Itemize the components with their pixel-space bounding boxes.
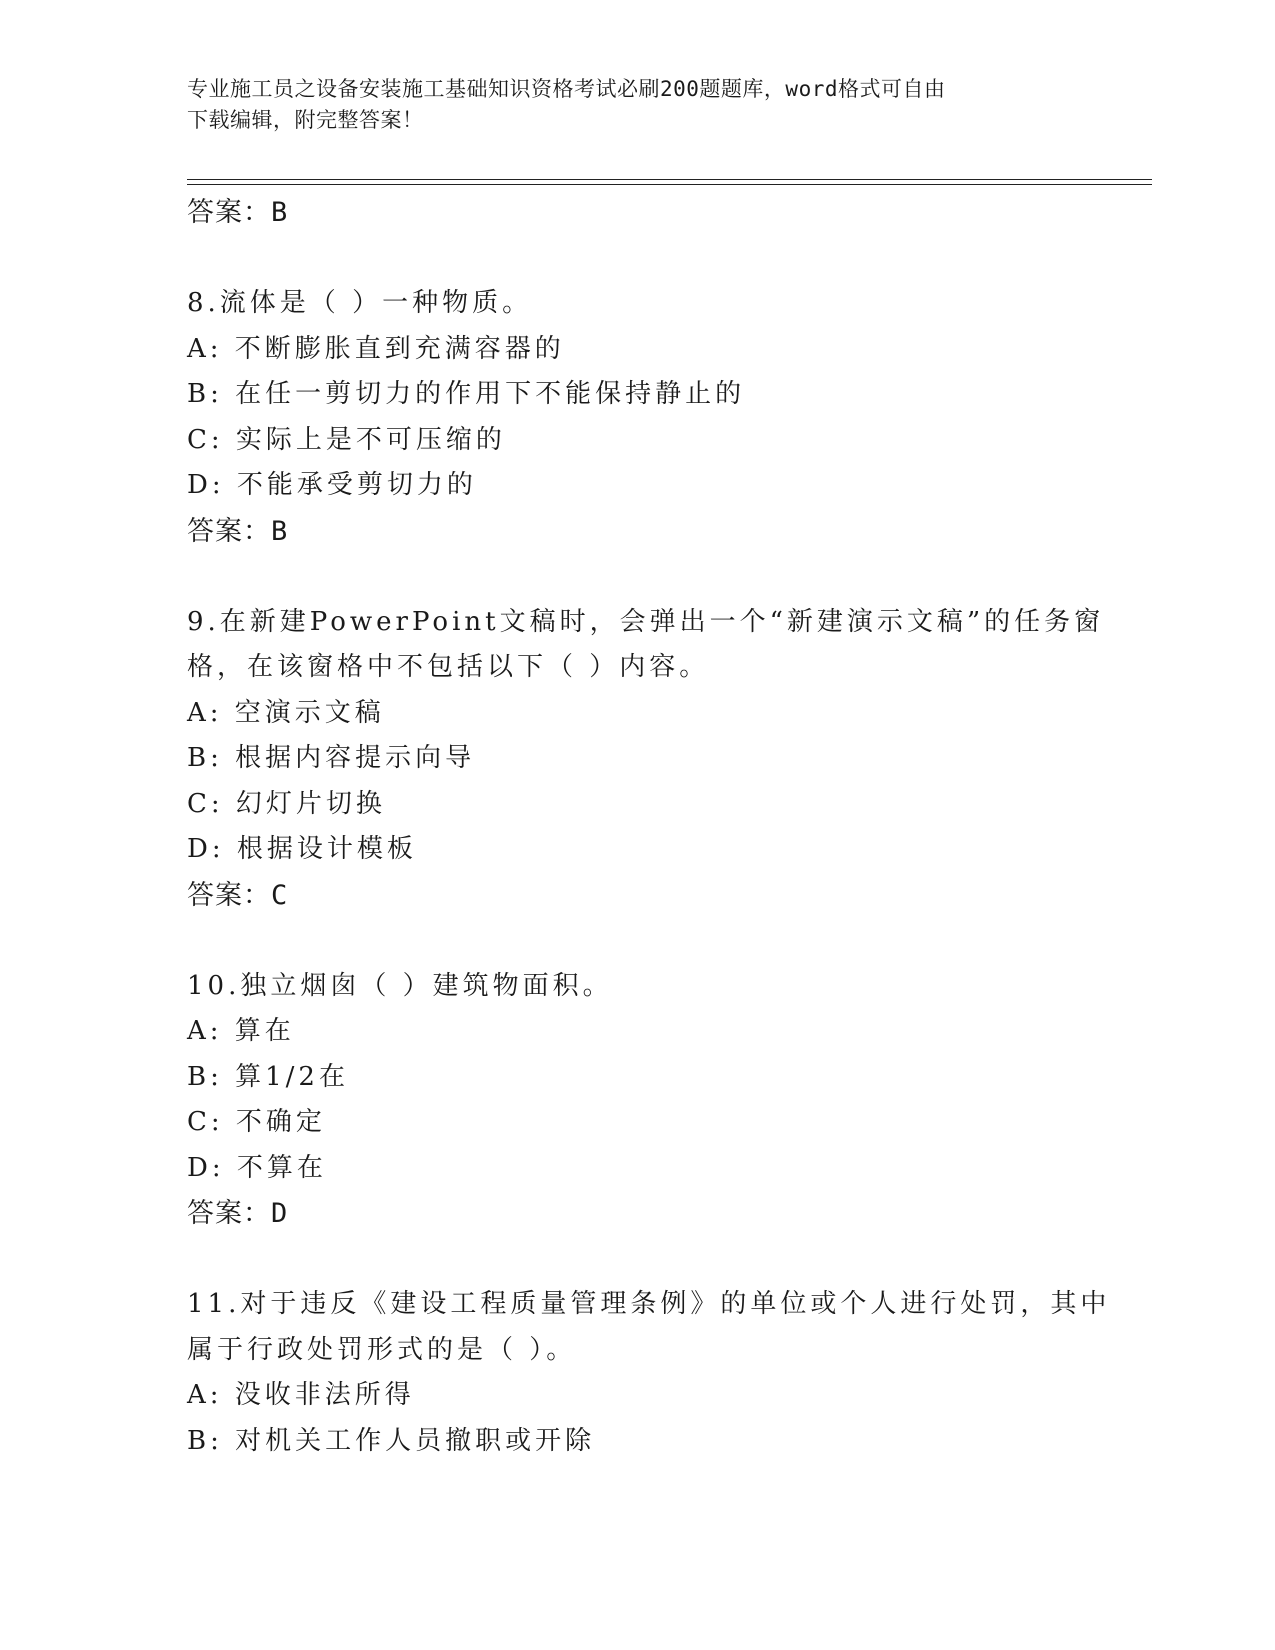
answer-label: 答案： (187, 515, 271, 547)
option-a: A: 空演示文稿 (187, 697, 385, 728)
question-text: 8.流体是（ ）一种物质。 (187, 288, 533, 318)
answer-line (187, 509, 1087, 555)
document-body (187, 190, 1111, 1464)
question-text: 11.对于违反《建设工程质量管理条例》的单位或个人进行处罚，其中 (187, 1289, 1111, 1319)
question-text-continued: 格，在该窗格中不包括以下（ ）内容。 (187, 652, 710, 682)
question-block (187, 1282, 1111, 1464)
spacer (187, 236, 1087, 282)
option-d: D: 根据设计模板 (187, 834, 417, 864)
spacer (187, 918, 1087, 964)
question-block (187, 600, 1105, 919)
header-rule-bottom (187, 184, 1152, 185)
question-text-continued: 属于行政处罚形式的是（ ）。 (187, 1334, 577, 1365)
page-header (187, 74, 1087, 136)
question-text: 9.在新建PowerPoint文稿时，会弹出一个“新建演示文稿”的任务窗 (187, 606, 1105, 637)
option-a: A: 算在 (187, 1016, 295, 1046)
answer-value: D (271, 1198, 289, 1229)
option-b: B: 算1/2在 (187, 1061, 349, 1092)
option-c: C: 不确定 (187, 1107, 326, 1137)
option-b: B: 对机关工作人员撤职或开除 (187, 1425, 596, 1456)
answer-line (187, 190, 1087, 236)
option-a: A: 没收非法所得 (187, 1380, 415, 1410)
header-line-1: 专业施工员之设备安装施工基础知识资格考试必刷200题题库，word格式可自由 (187, 77, 946, 101)
header-line-2: 下载编辑，附完整答案！ (187, 108, 424, 132)
question-text: 10.独立烟囱（ ）建筑物面积。 (187, 970, 613, 1001)
answer-value: B (271, 515, 289, 547)
answer-label: 答案： (187, 879, 271, 911)
answer-line (187, 873, 1087, 919)
answer-value: B (271, 197, 289, 228)
answer-value: C (271, 879, 289, 911)
option-a: A: 不断膨胀直到充满容器的 (187, 333, 565, 364)
option-c: C: 实际上是不可压缩的 (187, 424, 506, 455)
spacer (187, 1237, 1087, 1283)
answer-line (187, 1191, 1087, 1237)
question-block (187, 964, 1087, 1237)
answer-label: 答案： (187, 1198, 271, 1229)
option-d: D: 不能承受剪切力的 (187, 470, 477, 500)
header-rule-top (187, 179, 1152, 180)
option-b: B: 在任一剪切力的作用下不能保持静止的 (187, 379, 746, 409)
option-d: D: 不算在 (187, 1152, 327, 1183)
question-block (187, 281, 1087, 554)
answer-label: 答案： (187, 197, 271, 228)
option-b: B: 根据内容提示向导 (187, 743, 476, 773)
spacer (187, 554, 1087, 600)
option-c: C: 幻灯片切换 (187, 788, 386, 819)
